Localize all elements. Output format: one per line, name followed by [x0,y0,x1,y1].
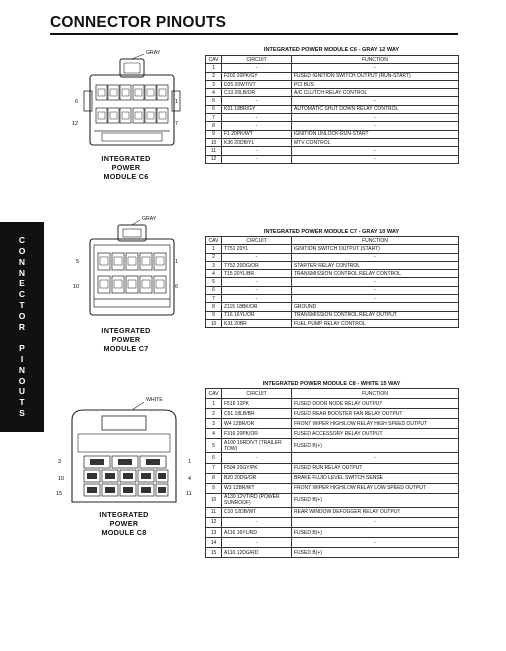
cell-function: TRANSMISSION CONTROL RELAY CONTROL [292,270,459,278]
table-row [206,548,459,558]
cell-cav: 6 [206,105,222,113]
cell-circuit: - [222,517,292,527]
table-row [206,122,459,130]
cell-circuit: C13 20LB/OR [222,89,292,97]
c6-pinout-table [205,55,459,164]
side-tab-letter: O [18,310,26,321]
side-tab-letter: E [19,278,25,289]
cell-cav: 10 [206,493,222,507]
cell-function: FUSED DOOR NODE RELAY OUTPUT [292,399,459,409]
cell-cav: 5 [206,97,222,105]
cell-circuit: W3 12BR/WT [222,483,292,493]
cell-function: FUSED IGNITION SWITCH OUTPUT (RUN-START) [292,72,459,80]
column-header-function: FUNCTION [292,237,459,245]
cell-function: IGNITION UNLOCK-RUN-START [292,130,459,138]
cell-circuit: D25 20WT/VT [222,80,292,88]
side-tab-letter: T [19,300,25,310]
table-row [206,155,459,163]
table-row [206,419,459,429]
cell-circuit: C51 18LB/BR [222,409,292,419]
cell-circuit: - [222,114,292,122]
table-row [206,483,459,493]
cell-circuit: T752 20DG/OR [222,261,292,269]
side-tab-letter: O [18,246,26,257]
cell-function: - [292,122,459,130]
page-title: CONNECTOR PINOUTS [50,14,227,31]
side-tab-letter: N [18,267,26,278]
cell-cav: 7 [206,463,222,473]
c7-caption-line: INTEGRATED [101,326,151,335]
cell-circuit: B20 20DG/OR [222,473,292,483]
table-row [206,453,459,463]
cell-function: FRONT WIPER HIGH/LOW RELAY HIGH SPEED OUTPUT [292,419,459,429]
table-row [206,319,459,327]
table-row [206,473,459,483]
c6-color-label: GRAY [146,50,161,56]
cell-function: PCI BUS [292,80,459,88]
cell-cav: 9 [206,311,222,319]
cell-cav: 6 [206,286,222,294]
cell-function: MTV CONTROL [292,138,459,146]
cell-cav: 1 [206,399,222,409]
c8-pin-label-l2: 10 [58,476,65,482]
cell-function: FUSED ACCESSORY RELAY OUTPUT [292,429,459,439]
cell-cav: 2 [206,253,222,261]
cell-circuit: Z115 18BK/OR [222,303,292,311]
cell-cav: 3 [206,80,222,88]
cell-cav: 14 [206,538,222,548]
table-row [206,114,459,122]
cell-function: FUSED B(+) [292,493,459,507]
cell-circuit: - [222,253,292,261]
cell-circuit: F202 20PK/GY [222,72,292,80]
cell-function: - [292,286,459,294]
c8-pin-label-r2: 4 [188,476,192,482]
column-header-cav: CAV [206,56,222,64]
table-row [206,270,459,278]
cell-cav: 9 [206,130,222,138]
cell-cav: 1 [206,64,222,72]
cell-function: AUTOMATIC SHUT DOWN RELAY CONTROL [292,105,459,113]
cell-cav: 12 [206,155,222,163]
cell-function: - [292,64,459,72]
cell-function: - [292,278,459,286]
cell-cav: 3 [206,419,222,429]
c8-pin-label-l3: 15 [56,491,63,497]
c7-caption-line: POWER [111,335,141,345]
table-header-row [206,56,459,64]
cell-circuit: A100 16RD/VT (TRAILER TOW) [222,439,292,453]
cell-circuit: - [222,278,292,286]
c7-connector-diagram [82,219,182,319]
table-row [206,261,459,269]
column-header-circuit: CIRCUIT [222,389,292,399]
c8-caption-line: MODULE C8 [101,528,147,538]
table-row [206,80,459,88]
cell-function: FUSED B(+) [292,548,459,558]
c6-table-title: INTEGRATED POWER MODULE C6 - GRAY 12 WAY [263,47,400,53]
cell-circuit: K36 20DB/YL [222,138,292,146]
c6-caption-line: POWER [111,163,141,173]
cell-cav: 7 [206,295,222,303]
table-row [206,253,459,261]
cell-cav: 8 [206,473,222,483]
side-tab-letter: I [20,353,24,364]
cell-function: FUSED RUN RELAY OUTPUT [292,463,459,473]
column-header-circuit: CIRCUIT [222,56,292,64]
c6-caption-line: MODULE C6 [103,172,149,182]
c7-pin-label-right-bottom: 6 [175,284,179,290]
side-tab-letter: N [18,256,26,267]
cell-circuit: C10 12DB/WT [222,507,292,517]
cell-cav: 13 [206,528,222,538]
table-row [206,528,459,538]
cell-circuit: A130 12VT/RD (POWER SUNROOF) [222,493,292,507]
cell-cav: 3 [206,261,222,269]
cell-circuit: - [222,286,292,294]
table-row [206,89,459,97]
c7-pinout-table [205,236,459,328]
cell-cav: 4 [206,89,222,97]
c8-pin-label-r1: 1 [188,459,192,465]
table-row [206,97,459,105]
c7-pin-label-left-bottom: 10 [73,284,80,290]
cell-function: - [292,147,459,155]
cell-cav: 10 [206,319,222,327]
cell-function: FUSED B(+) [292,528,459,538]
cell-circuit: F504 20GY/PK [222,463,292,473]
column-header-function: FUNCTION [292,389,459,399]
c7-pin-label-right-top: 1 [175,259,179,265]
cell-function: - [292,517,459,527]
cell-function: REAR WINDOW DEFOGGER RELAY OUTPUT [292,507,459,517]
cell-circuit: T751 20YL [222,245,292,253]
side-tab-letter: N [18,364,26,375]
side-tab-letter [21,332,23,343]
cell-function: STARTER RELAY CONTROL [292,261,459,269]
table-header-row [206,237,459,245]
cell-cav: 8 [206,303,222,311]
cell-circuit: - [222,155,292,163]
cell-circuit: - [222,147,292,155]
cell-function: BRAKE FLUID LEVEL SWITCH SENSE [292,473,459,483]
cell-cav: 8 [206,122,222,130]
cell-function: - [292,97,459,105]
cell-circuit: - [222,295,292,303]
side-tab-letter: P [19,343,25,354]
table-row [206,409,459,419]
cell-circuit: K31 20BR [222,319,292,327]
cell-circuit: F1 20PK/WT [222,130,292,138]
cell-cav: 2 [206,72,222,80]
cell-function: - [292,114,459,122]
table-row [206,538,459,548]
cell-function: - [292,253,459,261]
cell-cav: 7 [206,114,222,122]
side-tab-letter: T [19,397,25,408]
table-row [206,147,459,155]
table-row [206,138,459,146]
table-row [206,439,459,453]
cell-cav: 6 [206,453,222,463]
cell-circuit: T16 16YL/OR [222,311,292,319]
c8-pinout-table [205,388,459,558]
side-tab-letter: S [19,407,25,418]
cell-circuit: F316 20PK/OR [222,429,292,439]
cell-function: - [292,538,459,548]
table-row [206,303,459,311]
table-row [206,105,459,113]
table-row [206,429,459,439]
cell-cav: 12 [206,517,222,527]
cell-function: FUSED B(+) [292,439,459,453]
cell-cav: 5 [206,439,222,453]
cell-function: FRONT WIPER HIGH/LOW RELAY LOW SPEED OUTPUT [292,483,459,493]
side-tab-letter: U [18,386,26,397]
cell-function: - [292,155,459,163]
side-tab-letter: R [18,321,26,332]
column-header-cav: CAV [206,237,222,245]
c8-connector-diagram [62,400,186,510]
cell-circuit: A116 16YL/RD [222,528,292,538]
cell-cav: 11 [206,147,222,155]
c6-pin-label-right-top: 1 [175,99,179,105]
table-row [206,311,459,319]
c8-caption [86,510,162,538]
c6-pin-label-left-top: 6 [75,99,79,105]
table-row [206,493,459,507]
cell-function: - [292,453,459,463]
header-rule [50,33,458,35]
cell-cav: 10 [206,138,222,146]
table-row [206,245,459,253]
c8-table-title: INTEGRATED POWER MODULE C8 - WHITE 15 WAY [262,381,401,387]
cell-function: TRANSMISSION CONTROL RELAY OUTPUT [292,311,459,319]
c8-pin-label-r3: 11 [186,491,192,497]
table-row [206,72,459,80]
table-row [206,130,459,138]
table-row [206,286,459,294]
table-row [206,295,459,303]
table-row [206,507,459,517]
c8-caption-line: INTEGRATED [99,510,149,519]
cell-function: - [292,295,459,303]
cell-function: GROUND [292,303,459,311]
cell-function: FUSED REAR BOOSTER FAN RELAY OUTPUT [292,409,459,419]
cell-cav: 1 [206,245,222,253]
side-tab-letter: C [18,289,26,300]
cell-circuit: - [222,97,292,105]
cell-circuit: A110 12DG/RD [222,548,292,558]
cell-circuit: - [222,453,292,463]
cell-circuit: - [222,538,292,548]
cell-circuit: F516 12PK [222,399,292,409]
side-tab-letter: O [18,375,26,386]
table-row [206,463,459,473]
table-row [206,399,459,409]
c7-pin-label-left-top: 5 [76,259,80,265]
table-header-row [206,389,459,399]
cell-cav: 5 [206,278,222,286]
cell-cav: 2 [206,409,222,419]
cell-cav: 4 [206,270,222,278]
cell-cav: 11 [206,507,222,517]
c6-connector-diagram [82,53,182,148]
c6-pin-label-left-bottom: 12 [72,121,79,127]
side-tab-letter: C [18,235,26,246]
c6-pin-label-right-bottom: 7 [175,121,179,127]
c8-color-label: WHITE [146,397,163,403]
side-section-tab [0,222,44,432]
table-row [206,517,459,527]
c7-color-label: GRAY [142,216,157,222]
cell-circuit: - [222,64,292,72]
page-header [50,14,456,32]
cell-circuit: - [222,122,292,130]
c7-table-title: INTEGRATED POWER MODULE C7 - GRAY 10 WAY [263,229,400,235]
c8-pin-label-l1: 3 [58,459,62,465]
cell-function: IGNITION SWITCH OUTPUT (START) [292,245,459,253]
cell-function: A/C CLUTCH RELAY CONTROL [292,89,459,97]
cell-cav: 4 [206,429,222,439]
c7-caption [90,326,162,354]
table-row [206,64,459,72]
column-header-cav: CAV [206,389,222,399]
cell-cav: 15 [206,548,222,558]
c7-caption-line: MODULE C7 [103,344,149,354]
cell-cav: 9 [206,483,222,493]
table-row [206,278,459,286]
cell-circuit: K51 18BR/GY [222,105,292,113]
c8-caption-line: POWER [109,519,139,529]
cell-circuit: W4 12BR/OR [222,419,292,429]
column-header-circuit: CIRCUIT [222,237,292,245]
cell-function: FUEL PUMP RELAY CONTROL [292,319,459,327]
column-header-function: FUNCTION [292,56,459,64]
cell-circuit: T15 20YL/BR [222,270,292,278]
c6-caption [90,154,162,182]
c6-caption-line: INTEGRATED [101,154,151,163]
